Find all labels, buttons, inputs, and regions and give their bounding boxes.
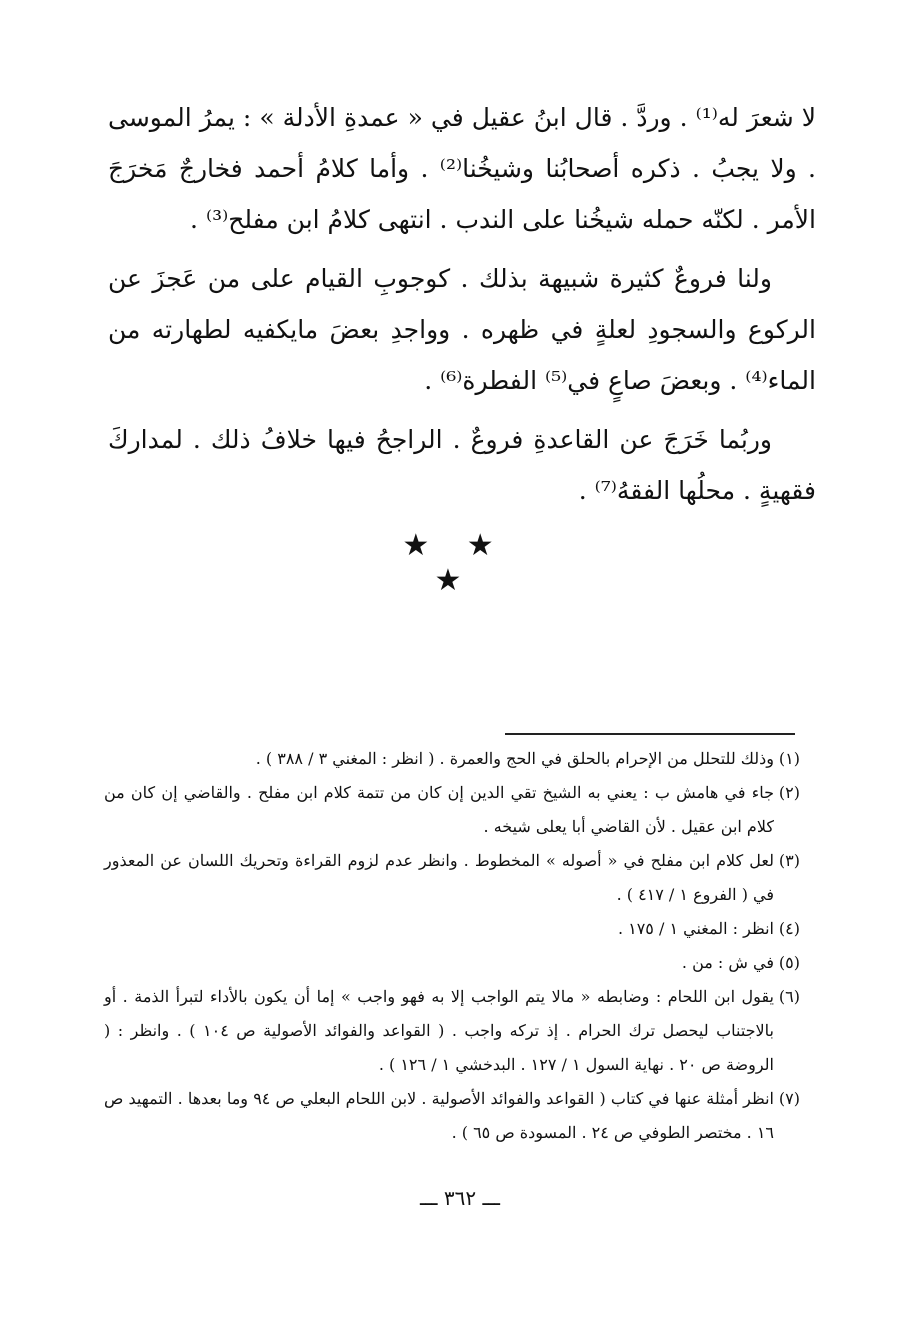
footnotes <box>104 742 800 1150</box>
footnote-text: انظر : المغني ١ / ١٧٥ . <box>617 919 774 938</box>
paragraph: ولنا فروعٌ كثيرة شبيهة بذلك . كوجوبِ القيام على من عَجزَ عن الركوع والسجودِ لعلةٍ في ظهره . وواجدِ بعضَ مايكفيه لطهارته من الماء⁽⁴⁾ . وبعضَ صاعٍ في⁽⁵⁾ الفطرة⁽⁶⁾ . <box>108 264 816 395</box>
footnote-text: لعل كلام ابن مفلح في « أصوله » المخطوط . وانظر عدم لزوم القراءة وتحريك اللسان عن المعذور في ( الفروع ١ / ٤١٧ ) . <box>104 851 774 904</box>
footnote-text: جاء في هامش ب : يعني به الشيخ تقي الدين إن كان من تتمة كلام ابن مفلح . والقاضي إن كان من كلام ابن عقيل . لأن القاضي أبا يعلى شيخه . <box>104 783 774 836</box>
page-number: ـــ ٣٦٢ ـــ <box>419 1186 501 1210</box>
footnote <box>104 912 800 946</box>
footnote-number: (٤) <box>778 919 800 938</box>
footnote-number: (٣) <box>778 851 800 870</box>
section-divider-stars: ★ ★ ★ <box>402 528 508 598</box>
footnote-number: (٢) <box>778 783 800 802</box>
footnote-separator-line <box>505 733 795 735</box>
footnote-text: في ش : من . <box>681 953 774 972</box>
footnote-text: يقول ابن اللحام : وضابطه « مالا يتم الواجب إلا به فهو واجب » إما أن يكون بالأداء لتبرأ الذمة . أو بالاجتناب ليحصل ترك الحرام . إذ تركه واجب . ( القواعد والفوائد الأصولية ص ١٠٤ ) . وانظر : ( الروضة ص ٢٠ . نهاية السول ١ / ١٢٧ . البدخشي ١ / ١٢٦ ) . <box>104 987 775 1074</box>
footnote-number: (٥) <box>778 953 800 972</box>
footnote <box>104 980 800 1082</box>
paragraph: وربُما خَرَجَ عن القاعدةِ فروعٌ . الراجحُ فيها خلافُ ذلك . لمداركَ فقهيةٍ . محلُها الفقهُ⁽⁷⁾ . <box>108 425 816 505</box>
footnote-number: (٧) <box>778 1089 800 1108</box>
footnote <box>104 742 800 776</box>
paragraph: لا شعرَ له⁽¹⁾ . وردَّ . قال ابنُ عقيل في « عمدةِ الأدلة » : يمرُ الموسى . ولا يجبُ . ذكره أصحابُنا وشيخُنا⁽²⁾ . وأما كلامُ أحمد فخارجٌ مَخرَجَ الأمر . لكنّه حمله شيخُنا على الندب . انتهى كلامُ ابن مفلح⁽³⁾ . <box>108 103 816 234</box>
main-text <box>108 92 816 524</box>
footnote-text: انظر أمثلة عنها في كتاب ( القواعد والفوائد الأصولية . لابن اللحام البعلي ص ٩٤ وما بعدها . التمهيد ص ١٦ . مختصر الطوفي ص ٢٤ . المسودة ص ٦٥ ) . <box>104 1089 774 1142</box>
footnote-text: وذلك للتحلل من الإحرام بالحلق في الحج والعمرة . ( انظر : المغني ٣ / ٣٨٨ ) . <box>255 749 774 768</box>
footnote <box>104 776 800 844</box>
footnote <box>104 1082 800 1150</box>
footnote <box>104 844 800 912</box>
footnote-number: (٦) <box>778 987 800 1006</box>
footnote <box>104 946 800 980</box>
footnote-number: (١) <box>778 749 800 768</box>
